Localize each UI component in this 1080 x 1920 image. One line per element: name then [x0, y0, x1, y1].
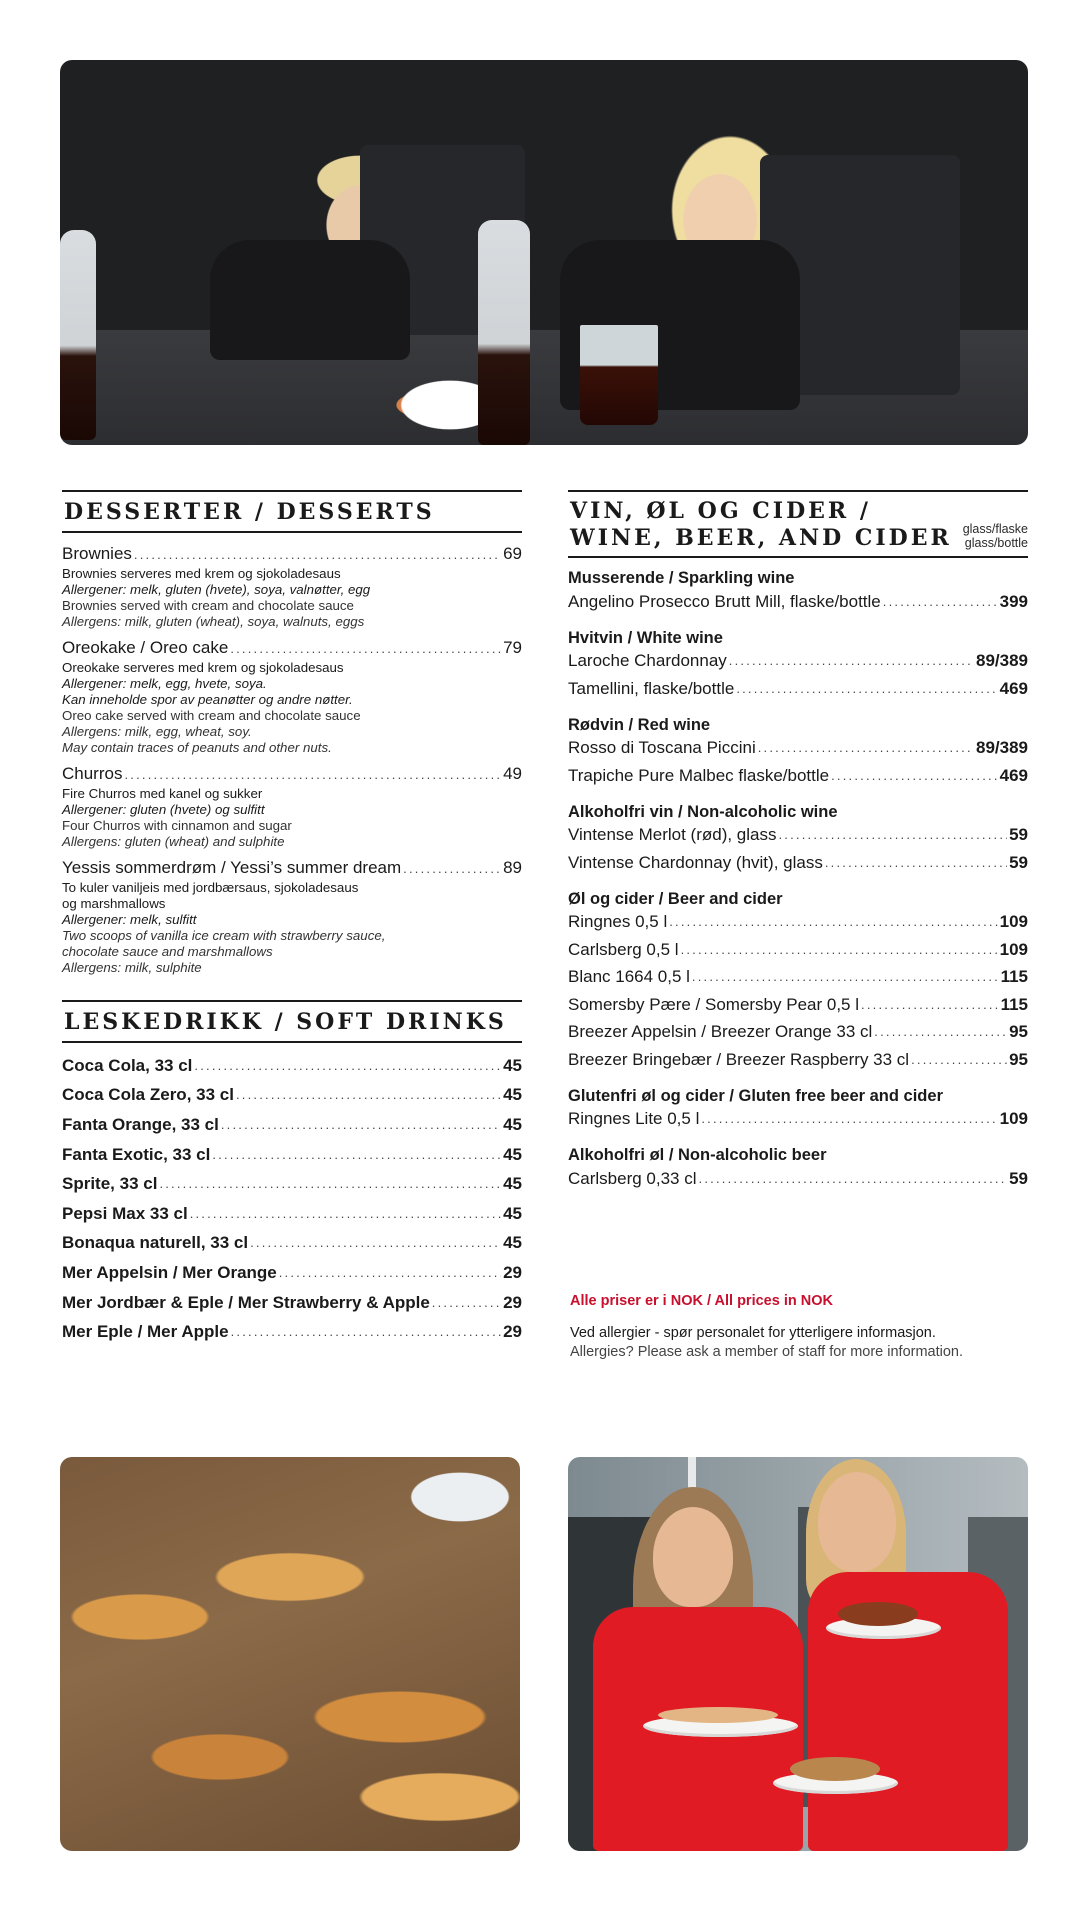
item-name: Tamellini, flaske/bottle	[568, 678, 735, 698]
item-price: 115	[1000, 994, 1028, 1014]
item-price: 45	[503, 1085, 522, 1105]
allergen-note: Kan inneholde spor av peanøtter og andre nøtter.	[62, 692, 353, 707]
item-price: 69	[503, 544, 522, 563]
item-description: Brownies serveres med krem og sjokoladesaus	[62, 566, 341, 581]
dot-leader	[729, 650, 974, 672]
item-name: Angelino Prosecco Brutt Mill, flaske/bottle	[568, 591, 881, 611]
item-name: Fanta Exotic, 33 cl	[62, 1144, 211, 1164]
wine-beer-list	[568, 568, 1028, 1193]
boy-shirt-shape	[210, 240, 410, 360]
soft-drink-row	[62, 1081, 522, 1111]
item-price: 59	[1009, 825, 1028, 845]
item-price: 45	[503, 1174, 522, 1194]
item-name: Ringnes 0,5 l	[568, 912, 668, 932]
soft-drink-row	[62, 1229, 522, 1259]
soft-drinks-list	[62, 1043, 522, 1347]
item-price: 89	[503, 858, 522, 877]
dot-leader	[212, 1144, 501, 1166]
dot-leader	[883, 591, 998, 613]
item-name: Yessis sommerdrøm / Yessi’s summer dream	[62, 858, 402, 877]
allergen-note: Allergener: melk, gluten (hvete), soya, valnøtter, egg	[62, 582, 371, 597]
dessert-item	[62, 630, 522, 756]
item-price: 45	[503, 1203, 522, 1223]
desserts-header	[62, 490, 522, 533]
allergen-note: Allergener: gluten (hvete) og sulfitt	[62, 802, 265, 817]
item-price: 95	[1009, 1049, 1028, 1069]
dot-leader	[669, 911, 997, 933]
item-name: Oreokake / Oreo cake	[62, 638, 229, 657]
soft-drinks-header	[62, 1000, 522, 1043]
hero-photo-children-pizza	[60, 60, 1028, 445]
item-price: 399	[999, 591, 1028, 611]
item-price: 45	[503, 1233, 522, 1253]
item-name: Rosso di Toscana Piccini	[568, 738, 756, 758]
item-name: Brownies	[62, 544, 132, 563]
item-name: Pepsi Max 33 cl	[62, 1203, 188, 1223]
wine-beer-title-line1: VIN, ØL OG CIDER /	[570, 498, 871, 524]
soft-drink-row	[62, 1288, 522, 1318]
dot-leader	[190, 1203, 501, 1225]
drink-item-row	[568, 964, 1028, 992]
item-price: 49	[503, 764, 522, 783]
item-name: Trapiche Pure Malbec flaske/bottle	[568, 765, 830, 785]
unit-legend-no: glass/flaske	[962, 522, 1028, 536]
dot-leader	[701, 1108, 997, 1130]
unit-legend	[963, 522, 1028, 550]
drink-item-row	[568, 735, 1028, 763]
item-price: 95	[1009, 1022, 1028, 1042]
bread-dish-shape	[790, 1757, 880, 1781]
item-price: 45	[503, 1055, 522, 1075]
dessert-item-row	[62, 763, 522, 786]
dot-leader	[124, 764, 501, 786]
item-price: 109	[999, 1109, 1028, 1129]
left-column	[62, 490, 522, 1347]
dot-leader	[758, 737, 974, 759]
dessert-item	[62, 533, 522, 630]
item-name: Ringnes Lite 0,5 l	[568, 1109, 700, 1129]
dot-leader	[831, 765, 998, 787]
item-name: Breezer Bringebær / Breezer Raspberry 33 cl	[568, 1049, 910, 1069]
dot-leader	[279, 1262, 501, 1284]
item-name: Carlsberg 0,5 l	[568, 939, 679, 959]
soft-drinks-title: LESKEDRIKK / SOFT DRINKS	[64, 1009, 507, 1035]
dot-leader	[236, 1084, 501, 1106]
item-description: Brownies served with cream and chocolate sauce	[62, 598, 354, 613]
right-column	[568, 490, 1028, 1193]
allergen-note: Allergener: melk, sulfitt	[62, 912, 197, 927]
glass-shape	[580, 325, 658, 425]
allergen-note: Allergens: milk, sulphite	[62, 960, 202, 975]
allergy-note-en: Allergies? Please ask a member of staff for more information.	[570, 1344, 964, 1360]
drink-item-row	[568, 1106, 1028, 1134]
drink-item-row	[568, 1019, 1028, 1047]
item-name: Laroche Chardonnay	[568, 651, 727, 671]
dot-leader	[874, 1021, 1007, 1043]
allergen-note: Allergener: melk, egg, hvete, soya.	[62, 676, 267, 691]
item-price: 109	[999, 939, 1028, 959]
prices-currency-note: Alle priser er i NOK / All prices in NOK	[570, 1293, 833, 1309]
dot-leader	[231, 1321, 502, 1343]
item-name: Mer Eple / Mer Apple	[62, 1322, 229, 1342]
item-price: 89/389	[976, 651, 1028, 671]
soft-drink-row	[62, 1317, 522, 1347]
dessert-item	[62, 756, 522, 850]
drink-item-row	[568, 588, 1028, 616]
item-price: 59	[1009, 1168, 1028, 1188]
drink-item-row	[568, 675, 1028, 703]
item-name: Coca Cola Zero, 33 cl	[62, 1085, 234, 1105]
item-name: Vintense Merlot (rød), glass	[568, 825, 777, 845]
dot-leader	[230, 638, 501, 660]
drink-item-row	[568, 991, 1028, 1019]
item-name: Carlsberg 0,33 cl	[568, 1168, 697, 1188]
item-name: Blanc 1664 0,5 l	[568, 967, 690, 987]
dot-leader	[432, 1292, 501, 1314]
soft-drink-row	[62, 1258, 522, 1288]
drink-category-heading: Alkoholfri vin / Non-alcoholic wine	[568, 802, 838, 821]
drink-item-row	[568, 909, 1028, 937]
dot-leader	[134, 544, 501, 566]
drink-category-heading: Hvitvin / White wine	[568, 628, 723, 647]
item-price: 59	[1009, 852, 1028, 872]
churros-photo	[60, 1457, 520, 1851]
item-price: 79	[503, 638, 522, 657]
item-price: 115	[1000, 967, 1028, 987]
item-price: 89/389	[976, 738, 1028, 758]
item-price: 469	[999, 765, 1028, 785]
dessert-item	[62, 850, 522, 976]
drink-category-heading: Alkoholfri øl / Non-alcoholic beer	[568, 1146, 827, 1164]
dot-leader	[861, 994, 999, 1016]
item-price: 469	[999, 678, 1028, 698]
dot-leader	[250, 1232, 501, 1254]
item-name: Mer Jordbær & Eple / Mer Strawberry & Apple	[62, 1292, 430, 1312]
drink-item-row	[568, 1046, 1028, 1074]
dot-leader	[194, 1055, 501, 1077]
dot-leader	[403, 858, 501, 880]
item-name: Bonaqua naturell, 33 cl	[62, 1233, 249, 1253]
allergen-note: Allergens: gluten (wheat) and sulphite	[62, 834, 285, 849]
item-name: Somersby Pære / Somersby Pear 0,5 l	[568, 994, 860, 1014]
drink-item-row	[568, 936, 1028, 964]
item-description: Oreokake serveres med krem og sjokoladesaus	[62, 660, 344, 675]
dessert-item-row	[62, 543, 522, 566]
soft-drink-row	[62, 1110, 522, 1140]
drink-item-row	[568, 849, 1028, 877]
item-description: Fire Churros med kanel og sukker	[62, 786, 263, 801]
allergen-note: Allergens: milk, gluten (wheat), soya, walnuts, eggs	[62, 614, 365, 629]
dot-leader	[221, 1114, 501, 1136]
drink-category-heading: Glutenfri øl og cider / Gluten free beer and cider	[568, 1086, 943, 1105]
wine-beer-title	[568, 492, 1028, 556]
soft-drink-row	[62, 1051, 522, 1081]
item-price: 45	[503, 1114, 522, 1134]
dot-leader	[825, 852, 1007, 874]
dot-leader	[911, 1049, 1007, 1071]
pizza-shape	[658, 1707, 778, 1723]
item-name: Breezer Appelsin / Breezer Orange 33 cl	[568, 1022, 873, 1042]
item-description: To kuler vaniljeis med jordbærsaus, sjokoladesaus	[62, 880, 359, 895]
dot-leader	[159, 1173, 501, 1195]
item-name: Sprite, 33 cl	[62, 1174, 158, 1194]
cola-bottle-shape	[60, 230, 96, 440]
item-name: Vintense Chardonnay (hvit), glass	[568, 852, 823, 872]
soft-drink-row	[62, 1169, 522, 1199]
drink-category-heading: Øl og cider / Beer and cider	[568, 889, 783, 908]
item-price: 109	[999, 912, 1028, 932]
item-description: og marshmallows	[62, 896, 166, 911]
item-name: Churros	[62, 764, 123, 783]
item-name: Coca Cola, 33 cl	[62, 1055, 193, 1075]
allergen-note: Two scoops of vanilla ice cream with strawberry sauce,	[62, 928, 386, 943]
wine-beer-title-line2: WINE, BEER, AND CIDER	[570, 525, 952, 551]
allergy-note-no: Ved allergier - spør personalet for ytterligere informasjon.	[570, 1325, 936, 1341]
dessert-item-row	[62, 637, 522, 660]
allergen-note: chocolate sauce and marshmallows	[62, 944, 273, 959]
allergen-note: Allergens: milk, egg, wheat, soy.	[62, 724, 252, 739]
drink-item-row	[568, 822, 1028, 850]
dot-leader	[778, 824, 1007, 846]
wine-beer-header	[568, 490, 1028, 558]
item-price: 45	[503, 1144, 522, 1164]
item-description: Oreo cake served with cream and chocolate sauce	[62, 708, 361, 723]
desserts-list	[62, 533, 522, 976]
meatball-dish-shape	[838, 1602, 918, 1626]
dot-leader	[736, 678, 997, 700]
item-name: Mer Appelsin / Mer Orange	[62, 1262, 277, 1282]
drink-item-row	[568, 762, 1028, 790]
item-price: 29	[503, 1292, 522, 1312]
face-shape	[653, 1507, 733, 1607]
item-description: Four Churros with cinnamon and sugar	[62, 818, 292, 833]
item-price: 29	[503, 1262, 522, 1282]
drink-category-heading: Rødvin / Red wine	[568, 715, 711, 734]
drink-item-row	[568, 1165, 1028, 1193]
item-name: Fanta Orange, 33 cl	[62, 1114, 219, 1134]
soft-drink-row	[62, 1199, 522, 1229]
dot-leader	[681, 939, 998, 961]
dessert-item-row	[62, 857, 522, 880]
unit-legend-en: glass/bottle	[964, 536, 1028, 550]
dot-leader	[699, 1168, 1008, 1190]
desserts-title: DESSERTER / DESSERTS	[64, 499, 435, 525]
drink-category-heading: Musserende / Sparkling wine	[568, 569, 795, 587]
face-shape	[818, 1472, 896, 1572]
drink-item-row	[568, 648, 1028, 676]
cola-bottle-shape	[478, 220, 530, 445]
item-price: 29	[503, 1322, 522, 1342]
staff-photo	[568, 1457, 1028, 1851]
price-allergy-notes	[570, 1292, 1040, 1362]
dot-leader	[692, 966, 999, 988]
soft-drink-row	[62, 1140, 522, 1170]
allergen-note: May contain traces of peanuts and other nuts.	[62, 740, 332, 755]
